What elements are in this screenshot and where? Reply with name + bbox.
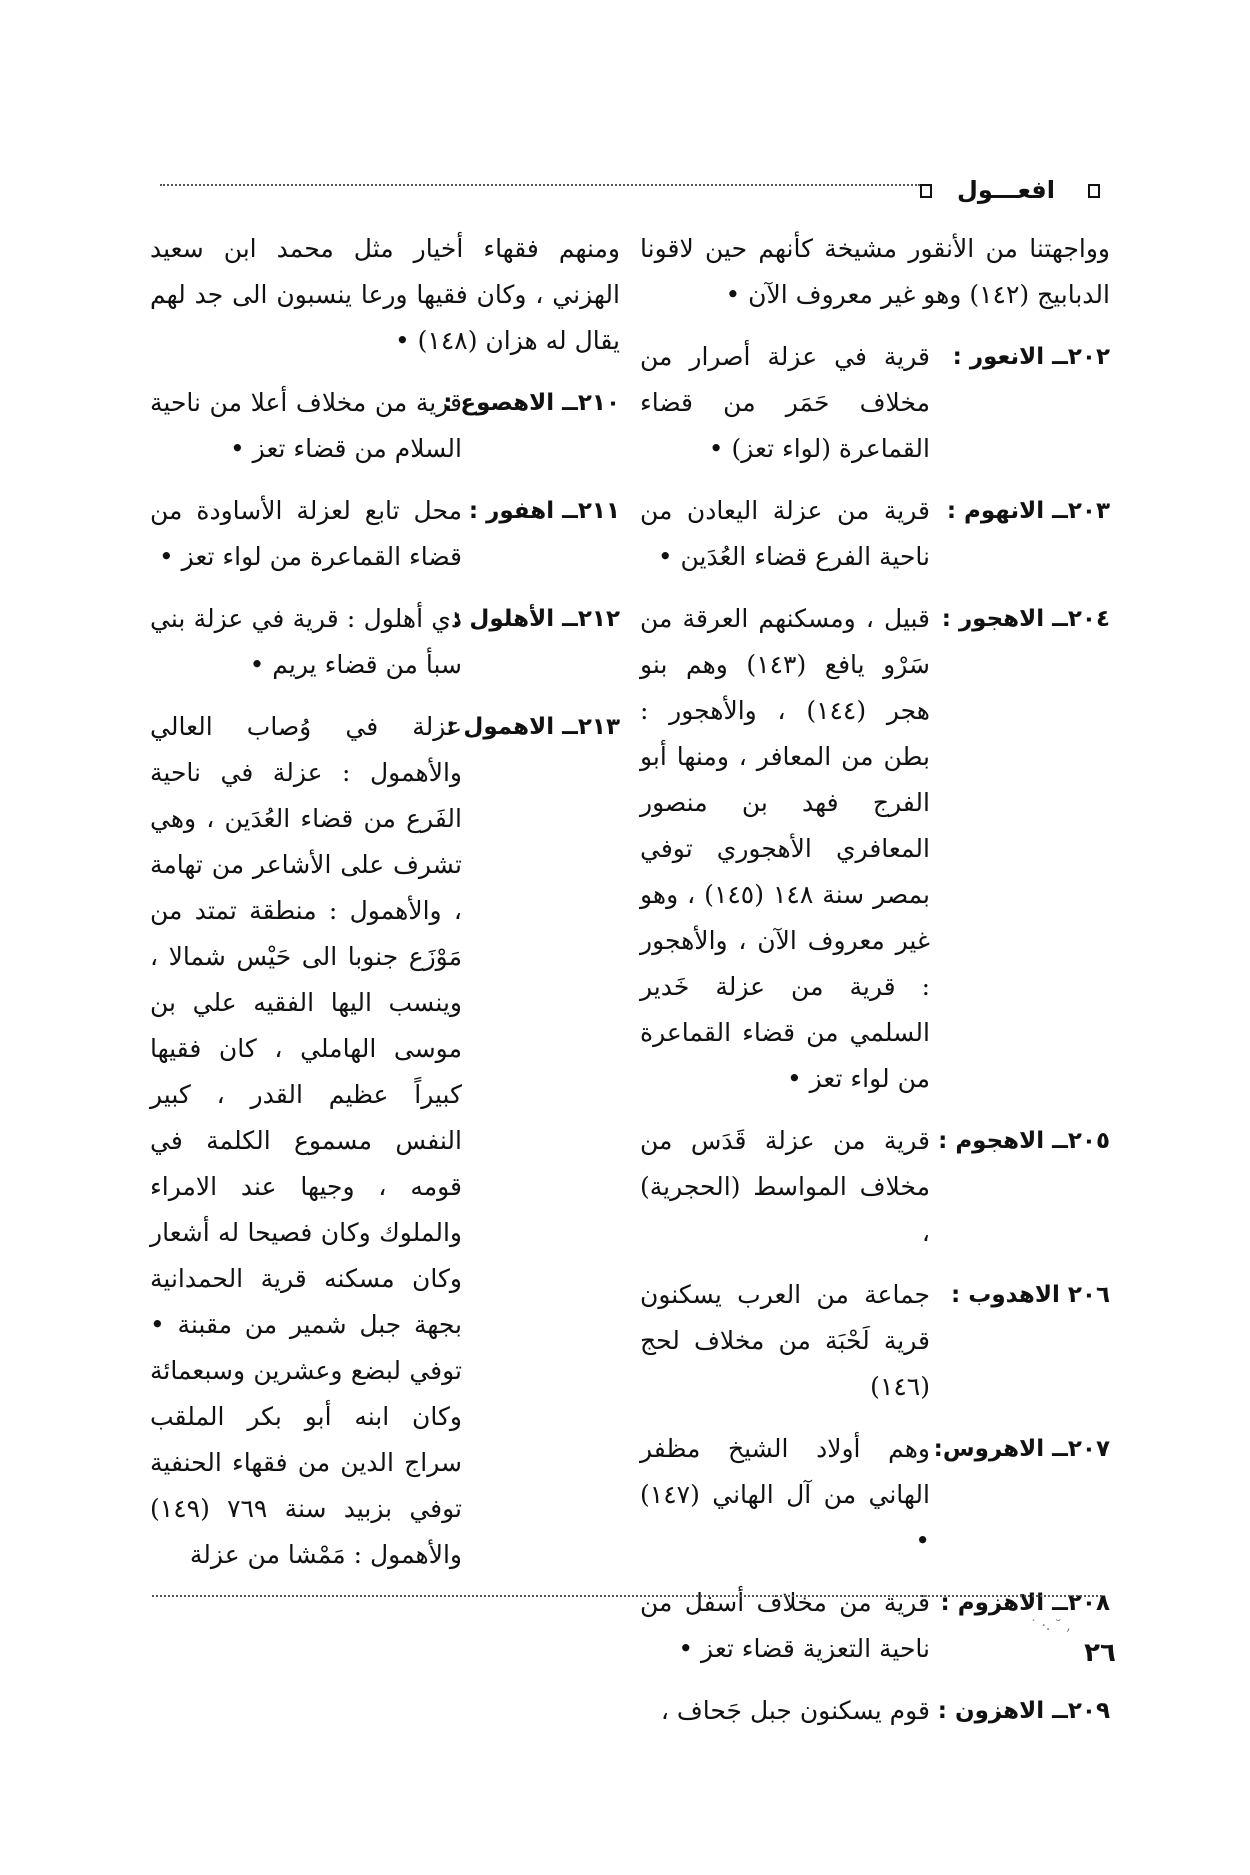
entry-definition: قبيل ، ومسكنهم العرقة من سَرْو يافع (١٤٣) وهم بنو هجر (١٤٤) ، والأهجور : بطن من المعافر ، ومنها أبو الفرج فهد بن منصور المعافري الأهجوري توفي بمصر سنة ١٤٨ (١٤٥) ، وهو غير معروف الآن ، والأهجور : قرية من عزلة خَدير السلمي من قضاء القماعرة من لواء تعز • xyxy=(640,604,930,1093)
entry-headword: ٢٠٢ــ الانعور : xyxy=(952,344,1110,370)
entry-headword: ٢٠٣ــ الانهوم : xyxy=(946,498,1110,524)
header-square-icon xyxy=(1088,184,1100,198)
entry xyxy=(640,1272,1110,1410)
entry xyxy=(150,488,620,580)
page-number: ٢٦ xyxy=(1084,1638,1116,1668)
footer-dotted-rule xyxy=(152,1595,1102,1597)
entry-definition: عزلة في وُصاب العالي والأهمول : عزلة في ناحية الفَرع من قضاء العُدَين ، وهي تشرف على الأشاعر من تهامة ، والأهمول : منطقة تمتد من مَوْزَع جنوبا الى حَيْس شمالا ، وينسب اليها الفقيه علي بن موسى الهاملي ، كان فقيها كبيراً عظيم القدر ، كبير النفس مسموع الكلمة في قومه ، وجيها عند الامراء والملوك وكان فصيحا له أشعار وكان مسكنه قرية الحمدانية بجهة جبل شمير من مقبنة • توفي لبضع وعشرين وسبعمائة وكان ابنه أبو بكر الملقب سراج الدين من فقهاء الحنفية توفي بزبيد سنة ٧٦٩ (١٤٩) والأهمول : مَمْشا من عزلة xyxy=(150,712,462,1569)
entry-headword: ٢٠٥ــ الاهجوم : xyxy=(938,1128,1110,1154)
scan-smudge: ˙ ·. ˘ , xyxy=(1030,1618,1071,1634)
entry xyxy=(640,1118,1110,1256)
running-header xyxy=(160,176,1100,212)
entry-definition: ذي أهلول : قرية في عزلة بني سبأ من قضاء يريم • xyxy=(150,604,462,679)
entry-definition: قوم يسكنون جبل جَحاف ، xyxy=(660,1696,930,1725)
entry xyxy=(640,1426,1110,1564)
entry-headword: ٢٠٧ــ الاهروس: xyxy=(933,1436,1110,1462)
header-dotted-rule xyxy=(160,184,920,186)
entry xyxy=(640,488,1110,580)
entry xyxy=(640,596,1110,1102)
entry xyxy=(640,1688,1110,1734)
entry-headword: ٢١٣ــ الاهمول : xyxy=(446,714,620,740)
continued-text: ومنهم فقهاء أخيار مثل محمد ابن سعيد الهزني ، وكان فقيها ورعا ينسبون الى جد لهم يقال له هزان (١٤٨) • xyxy=(150,234,620,355)
entry-definition: قرية من مخلاف أسفل من ناحية التعزية قضاء تعز • xyxy=(640,1588,930,1663)
entry xyxy=(150,596,620,688)
header-square-icon xyxy=(920,184,932,198)
entry xyxy=(150,380,620,472)
entry-definition: جماعة من العرب يسكنون قرية لَحْبَة من مخلاف لحج (١٤٦) xyxy=(640,1280,930,1401)
entry-headword: ٢٠٤ــ الاهجور : xyxy=(941,606,1110,632)
running-title: افعـــول xyxy=(957,176,1055,204)
entry-definition: قرية من مخلاف أعلا من ناحية السلام من قضاء تعز • xyxy=(150,388,462,463)
entry-headword: ٢١١ــ اهفور : xyxy=(468,498,620,524)
entry-definition: قرية من عزلة اليعادن من ناحية الفرع قضاء العُدَين • xyxy=(640,496,930,571)
entry-headword: ٢٠٦ الاهدوب : xyxy=(951,1282,1110,1308)
entry-headword: ٢١٠ــ الاهصوع : xyxy=(443,390,620,416)
entry-definition: قرية في عزلة أصرار من مخلاف حَمَر من قضاء القماعرة (لواء تعز) • xyxy=(640,342,930,463)
entry-headword: ٢٠٨ــ الاهزوم : xyxy=(940,1590,1110,1616)
entry-headword: ٢١٢ــ الأهلول : xyxy=(452,606,620,632)
continued-text: وواجهتنا من الأنقور مشيخة كأنهم حين لاقونا الدبابيج (١٤٢) وهو غير معروف الآن • xyxy=(640,234,1110,309)
right-column xyxy=(640,226,1110,1750)
entry-definition: محل تابع لعزلة الأساودة من قضاء القماعرة من لواء تعز • xyxy=(150,496,462,571)
left-column xyxy=(150,226,620,1594)
entry-headword: ٢٠٩ــ الاهزون : xyxy=(937,1698,1110,1724)
entry xyxy=(150,704,620,1578)
entry-definition: قرية من عزلة قَدَس من مخلاف المواسط (الحجرية) ، xyxy=(640,1126,930,1247)
entry xyxy=(640,334,1110,472)
entry-definition: وهم أولاد الشيخ مظفر الهاني من آل الهاني (١٤٧) • xyxy=(640,1434,930,1555)
